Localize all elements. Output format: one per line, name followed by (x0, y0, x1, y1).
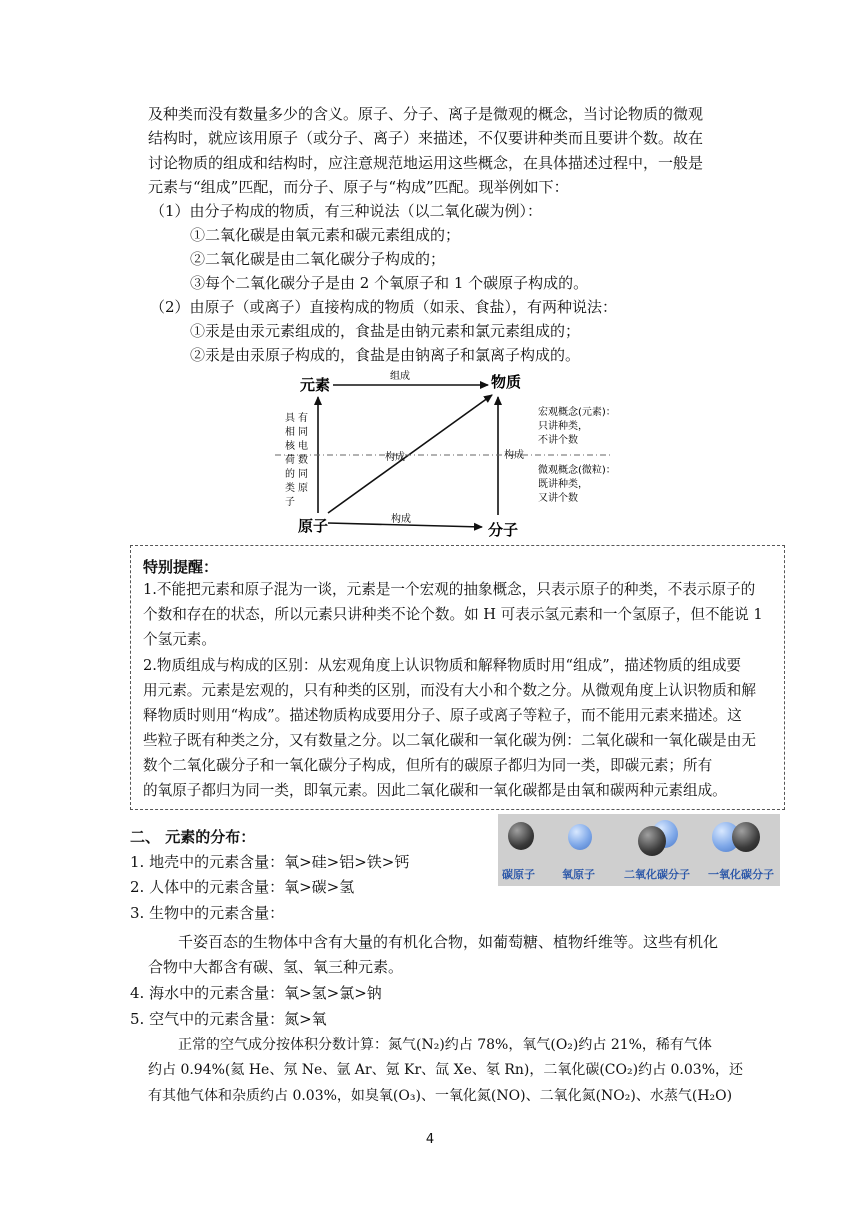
distribution-item-2: 2. 人体中的元素含量：氧>碳>氢 (130, 878, 355, 896)
node-molecule: 分子 (488, 521, 519, 539)
page-number: 4 (425, 1132, 435, 1147)
case1-item-1: ①二氧化碳是由氧元素和碳元素组成的； (190, 226, 461, 244)
case1-item-3: ③每个二氧化碳分子是由 2 个氧原子和 1 个碳原子构成的。 (190, 274, 589, 292)
section2-title: 二、 元素的分布： (130, 828, 256, 846)
vnote1-2: 核 (285, 441, 295, 452)
tip-line-8: 数个二氧化碳分子和一氧化碳分子构成，但所有的碳原子都归为同一类，即碳元素；所有 (143, 757, 713, 774)
distribution-item-5: 5. 空气中的元素含量：氮>氧 (130, 1010, 327, 1028)
vnote2-1: 同 (298, 427, 308, 438)
macro-line-1: 宏观概念(元素)： (538, 407, 616, 418)
label-construct-diagonal: 构成 (385, 452, 405, 463)
air-line-1: 正常的空气成分按体积分数计算：氮气(N₂)约占 78%，氧气(O₂)约占 21%，稀有气体 (178, 1037, 712, 1053)
distribution-item-3: 3. 生物中的元素含量： (130, 904, 285, 922)
vnote2-4: 同 (298, 469, 308, 480)
oxygen-atom-label: 氧原子 (562, 868, 595, 881)
tip-line-4: 2.物质组成与构成的区别：从宏观角度上认识物质和解释物质时用“组成”，描述物质的组成要 (143, 657, 742, 674)
macro-note (538, 405, 616, 446)
macro-line-2: 只讲种类， (538, 421, 588, 432)
label-construct-bottom: 构成 (391, 514, 411, 525)
vnote1-0: 具 (285, 413, 295, 424)
micro-line-3: 又讲个数 (538, 493, 578, 504)
special-reminder-box (130, 545, 785, 810)
case1-heading: （1）由分子构成的物质，有三种说法（以二氧化碳为例）： (150, 202, 543, 220)
co2-molecule-label: 二氧化碳分子 (624, 868, 690, 881)
concept-diagram (270, 365, 630, 545)
bio-line-2: 合物中大都含有碳、氢、氧三种元素。 (148, 958, 404, 976)
tip-line-7: 些粒子既有种类之分，又有数量之分。以二氧化碳和一氧化碳为例：二氧化碳和一氧化碳是由无 (143, 732, 756, 749)
micro-note (538, 463, 616, 504)
node-element: 元素 (300, 376, 331, 394)
label-construct-right: 构成 (504, 450, 524, 461)
intro-line-3: 讨论物质的组成和结构时，应注意规范地运用这些概念，在具体描述过程中，一般是 (148, 154, 704, 172)
case1-item-2: ②二氧化碳是由二氧化碳分子构成的； (190, 250, 446, 268)
case2-heading: （2）由原子（或离子）直接构成的物质（如汞、食盐），有两种说法： (150, 298, 618, 316)
co-carbon-ball (732, 822, 760, 852)
atom-model-legend (498, 814, 780, 886)
tip-line-5: 用元素。元素是宏观的，只有种类的区别，而没有大小和个数之分。从微观角度上认识物质和解 (143, 682, 756, 699)
vnote2-5: 原 (298, 483, 308, 494)
vnote1-1: 相 (285, 427, 295, 438)
vnote1-6: 子 (285, 497, 295, 508)
intro-line-2: 结构时，就应该用原子（或分子、离子）来描述，不仅要讲种类而且要讲个数。故在 (148, 129, 704, 147)
vnote2-2: 电 (298, 441, 308, 452)
vnote2-0: 有 (298, 413, 308, 424)
intro-line-4: 元素与“组成”匹配，而分子、原子与“构成”匹配。现举例如下： (148, 178, 569, 196)
co2-carbon-ball (638, 826, 666, 856)
tip-title: 特别提醒： (143, 558, 219, 576)
bio-line-1: 千姿百态的生物体中含有大量的有机化合物，如葡萄糖、植物纤维等。这些有机化 (178, 933, 719, 951)
carbon-atom-ball (508, 822, 534, 850)
case2-item-2: ②汞是由汞原子构成的，食盐是由钠离子和氯离子构成的。 (190, 346, 581, 364)
air-line-3: 有其他气体和杂质约占 0.03%，如臭氧(O₃)、一氧化氮(NO)、二氧化氮(NO₂)、水蒸气(H₂O) (148, 1088, 733, 1104)
distribution-item-4: 4. 海水中的元素含量：氧>氢>氯>钠 (130, 984, 382, 1002)
tip-line-1: 1.不能把元素和原子混为一谈，元素是一个宏观的抽象概念，只表示原子的种类，不表示原子的 (143, 581, 756, 598)
distribution-item-1: 1. 地壳中的元素含量：氧>硅>铝>铁>钙 (130, 853, 410, 871)
carbon-atom-label: 碳原子 (502, 868, 535, 881)
vnote1-4: 的 (285, 469, 295, 480)
case2-item-1: ①汞是由汞元素组成的，食盐是由钠元素和氯元素组成的； (190, 322, 581, 340)
micro-line-2: 既讲种类， (538, 479, 588, 490)
oxygen-atom-ball (568, 824, 592, 850)
vnote2-3: 数 (298, 455, 308, 466)
vnote1-3: 荷 (285, 455, 295, 466)
vertical-note-col1 (285, 412, 296, 508)
tip-line-2: 个数和存在的状态，所以元素只讲种类不论个数。如 H 可表示氢元素和一个氢原子，但不能说 1 (143, 606, 763, 623)
macro-line-3: 不讲个数 (538, 435, 578, 446)
intro-line-1: 及种类而没有数量多少的含义。原子、分子、离子是微观的概念，当讨论物质的微观 (148, 105, 704, 123)
air-line-2: 约占 0.94%(氦 He、氖 Ne、氩 Ar、氪 Kr、氙 Xe、氡 Rn)，二氧化碳(CO₂)约占 0.03%，还 (148, 1062, 743, 1078)
node-atom: 原子 (298, 517, 329, 535)
tip-line-3: 个氢元素。 (143, 631, 216, 648)
micro-line-1: 微观概念(微粒)： (538, 465, 616, 476)
label-compose: 组成 (390, 371, 410, 382)
vnote1-5: 类 (285, 483, 295, 494)
tip-line-9: 的氧原子都归为同一类，即氧元素。因此二氧化碳和一氧化碳都是由氧和碳两种元素组成。 (143, 782, 727, 799)
vertical-note-col2 (298, 411, 308, 494)
tip-line-6: 释物质时则用“构成”。描述物质构成要用分子、原子或离子等粒子，而不能用元素来描述。这 (143, 707, 742, 724)
arrow-atom-to-substance (328, 395, 492, 513)
co-molecule-label: 一氧化碳分子 (708, 868, 774, 881)
node-substance: 物质 (491, 373, 522, 391)
